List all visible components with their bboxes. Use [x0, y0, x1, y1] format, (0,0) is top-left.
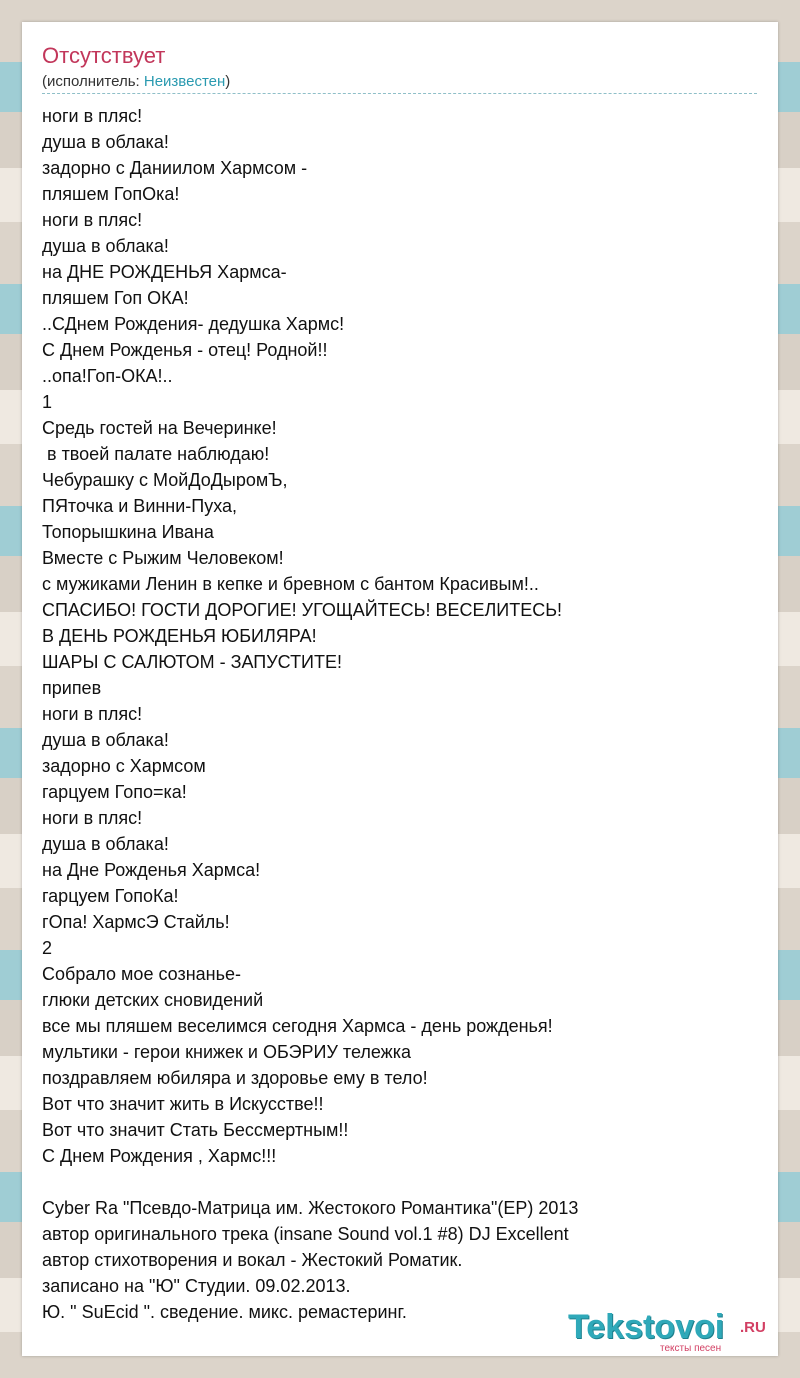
lyrics-card: [22, 22, 778, 1356]
header-divider: [42, 93, 757, 94]
artist-prefix: (исполнитель:: [42, 73, 144, 90]
site-logo[interactable]: [568, 1307, 778, 1357]
artist-link[interactable]: Неизвестен: [143, 73, 226, 90]
artist-line: [42, 73, 230, 91]
logo-tagline: тексты песен: [660, 1343, 722, 1354]
logo-tld: .RU: [740, 1319, 766, 1336]
artist-suffix: ): [225, 73, 231, 90]
song-title: Отсутствует: [42, 43, 166, 68]
logo-name: Tekstovoi: [568, 1308, 725, 1346]
lyrics-text: ноги в пляс! душа в облака! задорно с Даниилом Хармсом - пляшем ГопОка! ноги в пляс! душа в облака! на ДНЕ РОЖДЕНЬЯ Хармса- пляшем Гоп ОКА! ..СДнем Рождения- дедушка Хармс! С Днем Рожденья - отец! Родной!! ..опа!Гоп-ОКА!.. 1 Средь гостей на Вечеринке! в твоей палате наблюдаю! Чебурашку с МойДоДыромЪ, ПЯточка и Винни-Пуха, Топорышкина Ивана Вместе с Рыжим Человеком! с мужиками Ленин в кепке и бревном с бантом Красивым!.. СПАСИБО! ГОСТИ ДОРОГИЕ! УГОЩАЙТЕСЬ! ВЕСЕЛИТЕСЬ! В ДЕНЬ РОЖДЕНЬЯ ЮБИЛЯРА! ШАРЫ С САЛЮТОМ - ЗАПУСТИТЕ! припев ноги в пляс! душа в облака! задорно с Хармсом гарцуем Гопо=ка! ноги в пляс! душа в облака! на Дне Рожденья Хармса! гарцуем ГопоКа! гОпа! ХармсЭ Стайль! 2 Собрало мое сознанье- глюки детских сновидений все мы пляшем веселимся сегодня Хармса - день рожденья! мультики - герои книжек и ОБЭРИУ тележка поздравляем юбиляра и здоровье ему в тело! Вот что значит жить в Искусстве!! Вот что значит Стать Бессмертным!! С Днем Рождения , Хармс!!! Cyber Ra "Псевдо-Матрица им. Жестокого Романтика"(EP) 2013 автор оригинального трека (insane Sound vol.1 #8) DJ Excellent автор стихотворения и вокал - Жестокий Роматик. записано на "Ю" Студии. 09.02.2013. Ю. " SuEcid ". сведение. микс. ремастеринг.: [42, 106, 579, 1322]
